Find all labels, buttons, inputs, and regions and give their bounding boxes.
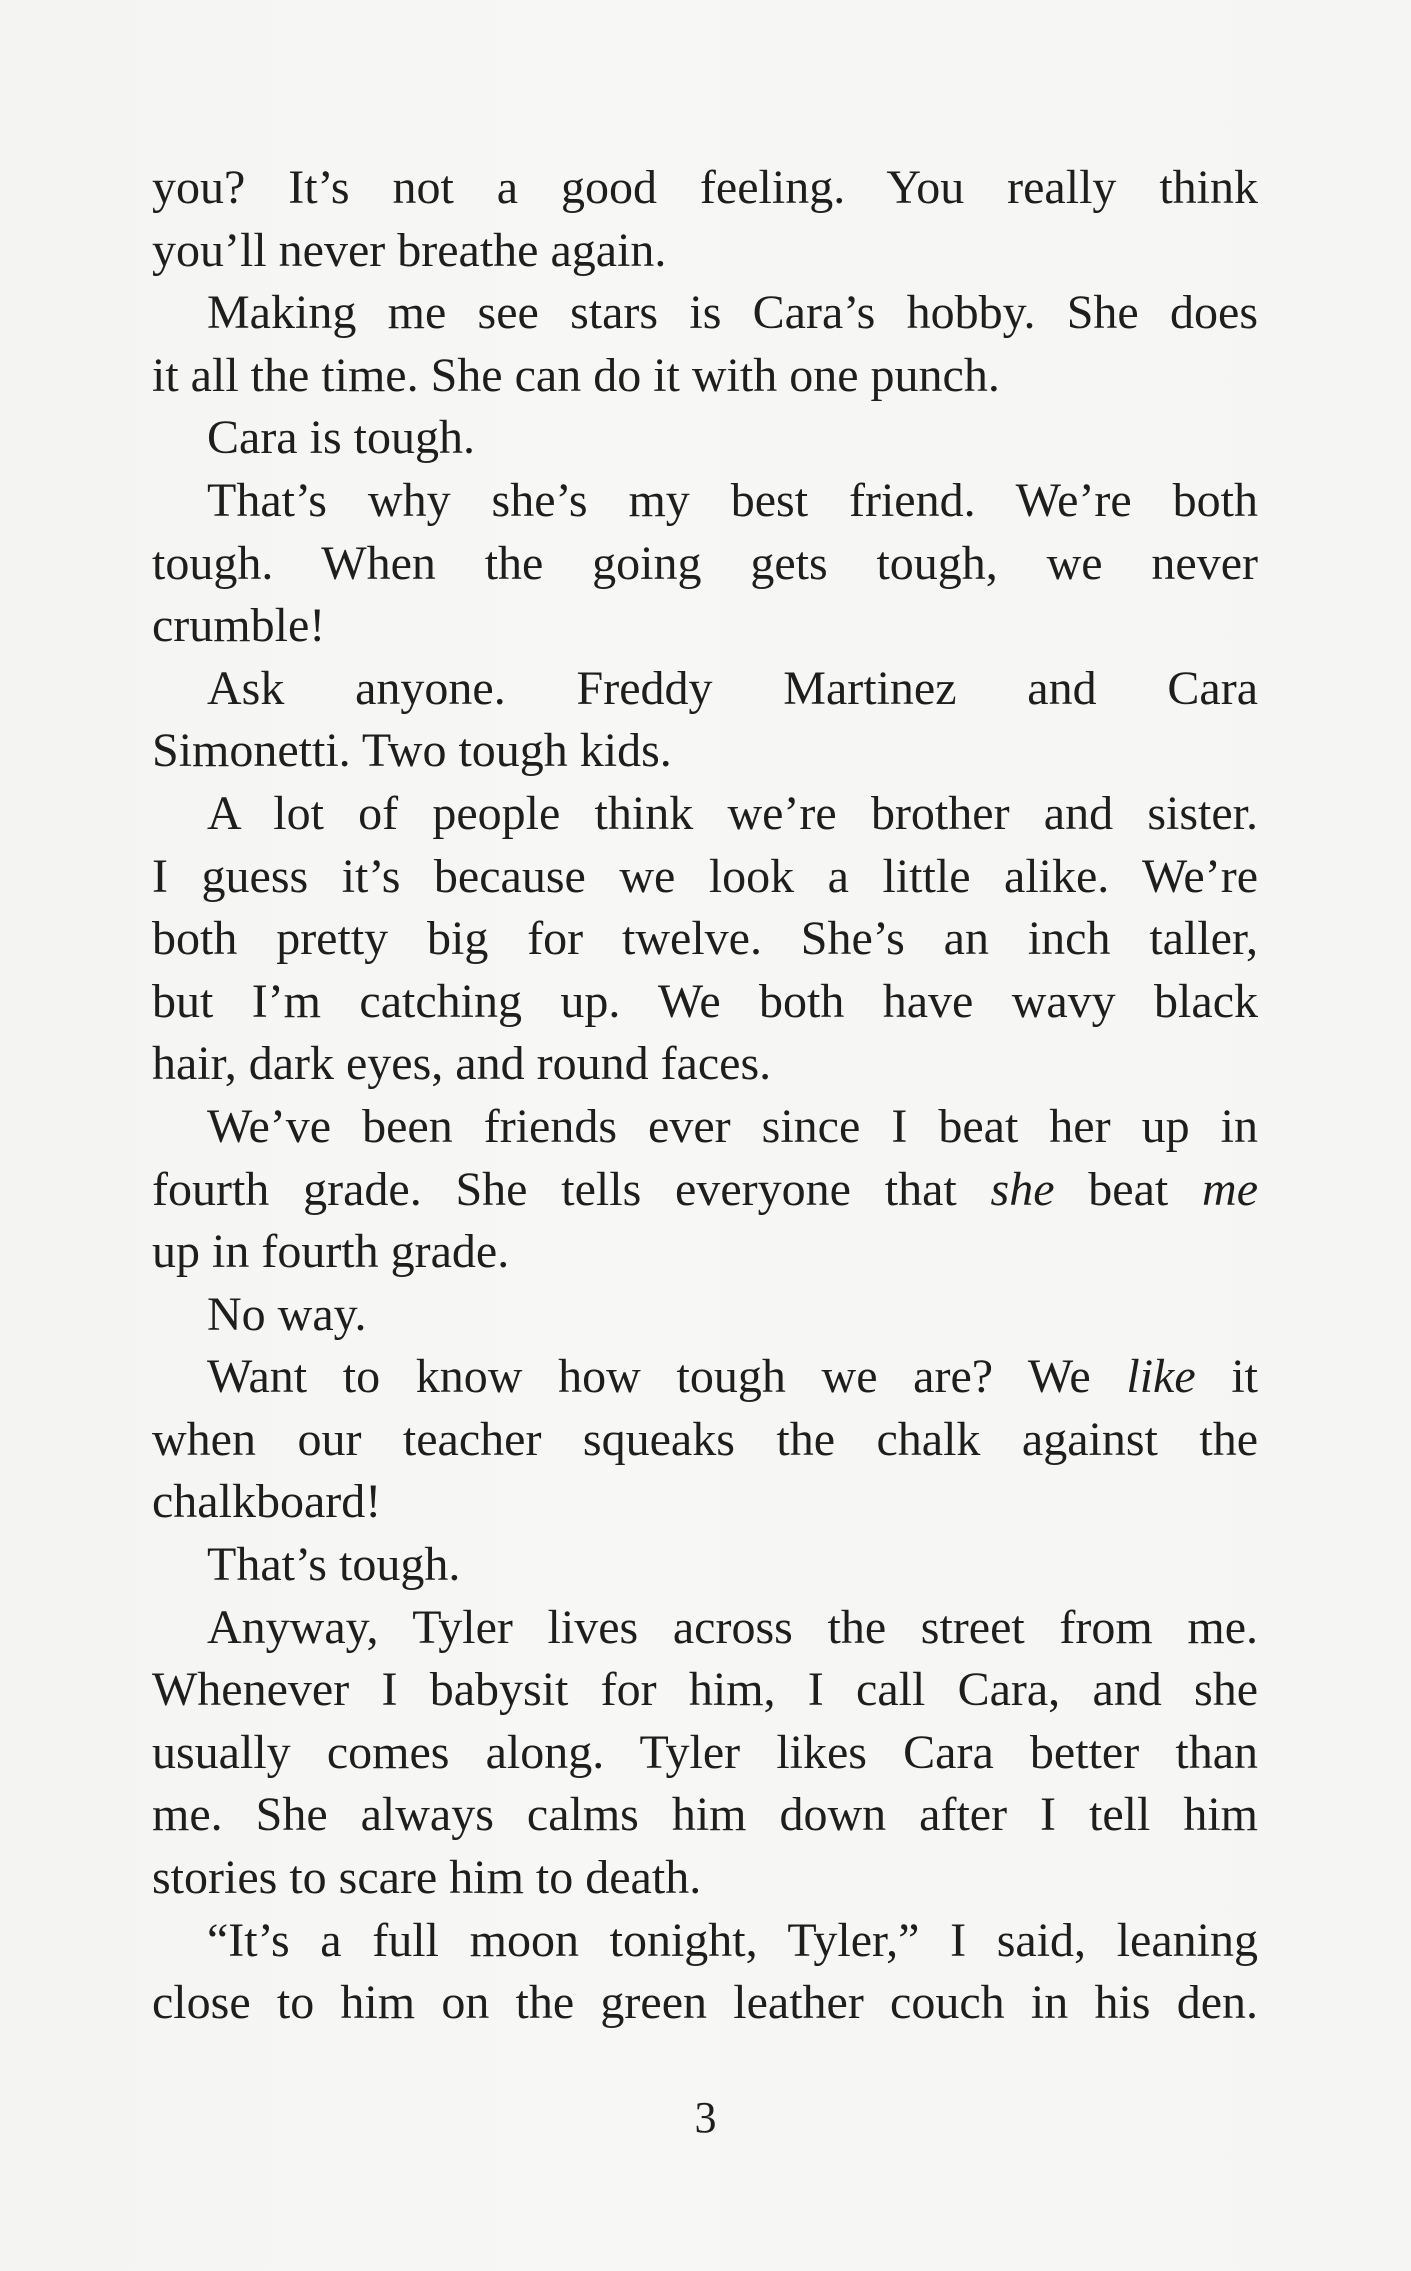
text-line: That’s tough. [207,1538,461,1592]
text-line: We’ve been friends ever since I beat her up in [207,1099,1258,1153]
text-line: Ask anyone. Freddy Martinez and Cara [207,661,1258,715]
text-line: you’ll never breathe again. [152,223,667,277]
text-line: me. She always calms him down after I tell him [152,1788,1258,1842]
text-line: it all the time. She can do it with one punch. [152,348,1000,402]
italic-word: she [990,1162,1055,1216]
text-line: when our teacher squeaks the chalk against the [152,1412,1258,1466]
text-line: Whenever I babysit for him, I call Cara, and she [152,1663,1258,1717]
italic-word: like [1126,1350,1196,1404]
text-line: That’s why she’s my best friend. We’re both [207,473,1258,527]
text-line: No way. [207,1287,367,1341]
text-line [152,1159,1258,1222]
text-line: Simonetti. Two tough kids. [152,724,672,778]
text-line: Cara is tough. [207,411,475,465]
text-line: close to him on the green leather couch in his den. [152,1976,1258,2030]
text-line: hair, dark eyes, and round faces. [152,1037,772,1091]
text-line: Making me see stars is Cara’s hobby. She does [207,286,1258,340]
text-line: Anyway, Tyler lives across the street from me. [207,1600,1258,1654]
text-line: but I’m catching up. We both have wavy black [152,974,1258,1028]
text-line: up in fourth grade. [152,1225,510,1279]
text-line: usually comes along. Tyler likes Cara better than [152,1725,1258,1779]
text-line [152,1346,1258,1409]
text-line: A lot of people think we’re brother and sister. [207,786,1258,840]
text-segment: it [1195,1350,1258,1404]
text-line: “It’s a full moon tonight, Tyler,” I said, leaning [207,1913,1258,1967]
text-segment: fourth grade. She tells everyone that [152,1162,991,1216]
text-segment: beat [1054,1162,1203,1216]
text-line: stories to scare him to death. [152,1851,702,1905]
body-text [152,157,1258,2035]
text-line: you? It’s not a good feeling. You really think [152,161,1258,214]
italic-word: me [1202,1162,1258,1216]
text-line: tough. When the going gets tough, we never [152,536,1258,590]
text-segment: Want to know how tough we are? We [207,1350,1127,1404]
text-line: I guess it’s because we look a little alike. We’re [152,849,1258,903]
text-line: both pretty big for twelve. She’s an inch taller, [152,912,1258,966]
text-line: chalkboard! [152,1475,382,1529]
text-line: crumble! [152,599,326,653]
page-number: 3 [694,2093,717,2142]
